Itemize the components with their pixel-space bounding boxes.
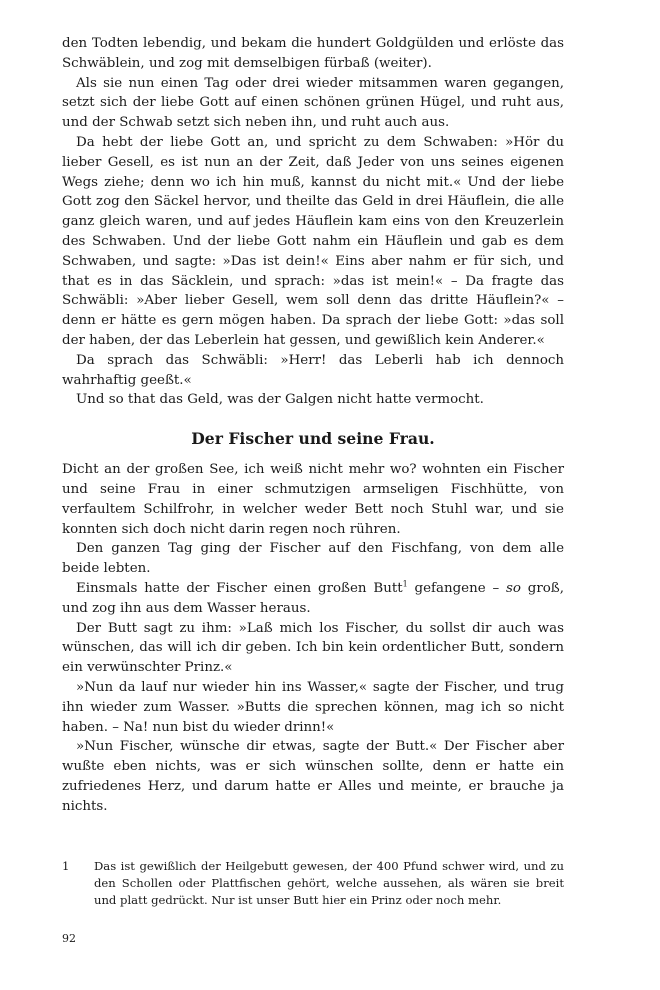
footnote [62, 858, 564, 909]
paragraph: Und so that das Geld, was der Galgen nicht hatte vermocht. [76, 392, 484, 408]
paragraph: Der Butt sagt zu ihm: »Laß mich los Fischer, du sollst dir auch was wünschen, das will ich dir geben. Ich bin kein ordentlicher Butt, sondern ein verwünschter Prinz.« [62, 620, 564, 676]
paragraph: Dicht an der großen See, ich weiß nicht mehr wo? wohnten ein Fischer und seine Frau in einer schmutzigen armseligen Fischhütte, von verfaultem Schilfrohr, in welcher weder Bett noch Stuhl war, und sie konnten sich doch nicht darin regen noch rühren. [62, 462, 564, 537]
paragraph-text: groß, und zog ihn aus dem Wasser heraus. [62, 580, 564, 616]
paragraph: »Nun da lauf nur wieder hin ins Wasser,« sagte der Fischer, und trug ihn wieder zum Wasser. »Butts die sprechen können, mag ich so nicht haben. – Na! nun bist du wieder drinn!« [62, 679, 564, 735]
footnote-text: Das ist gewißlich der Heilgebutt gewesen, der 400 Pfund schwer wird, und zu den Schollen oder Plattfischen gehört, welche aussehen, als wären sie breit und platt gedrückt. Nur ist unser Butt hier ein Prinz oder noch mehr. [94, 859, 564, 907]
paragraph [62, 579, 564, 619]
emphasis-text: so [505, 580, 521, 596]
footnote-marker: 1 [402, 579, 408, 589]
paragraph: Den ganzen Tag ging der Fischer auf den Fischfang, von dem alle beide lebten. [62, 541, 564, 577]
paragraph-text: gefangene – [407, 580, 506, 596]
page-body [62, 34, 564, 816]
chapter-title: Der Fischer und seine Frau. [191, 429, 435, 449]
paragraph: den Todten lebendig, und bekam die hundert Goldgülden und erlöste das Schwäblein, und zog mit demselbigen fürbaß (weiter). [62, 36, 564, 71]
paragraph: Da sprach das Schwäbli: »Herr! das Leberli hab ich dennoch wahrhaftig geeßt.« [62, 352, 564, 388]
paragraph: »Nun Fischer, wünsche dir etwas, sagte der Butt.« Der Fischer aber wußte eben nichts, was er sich wünschen sollte, denn er hatte ein zufriedenes Herz, und darum hatte er Alles und meinte, er brauche ja nichts. [62, 739, 564, 814]
paragraph: Da hebt der liebe Gott an, und spricht zu dem Schwaben: »Hör du lieber Gesell, es ist nun an der Zeit, daß Jeder von uns seines eigenen Wegs ziehe; denn wo ich hin muß, kannst du nicht mit.« Und der liebe Gott zog den Säckel hervor, und theilte das Geld in drei Häuflein, die alle ganz gleich waren, und auf jedes Häuflein kam eins von den Kreuzerlein des Schwaben. Und der liebe Gott nahm ein Häuflein und gab es dem Schwaben, und sagte: »Das ist dein!« Eins aber nahm er für sich, und that es in das Säcklein, und sprach: »das ist mein!« – Da fragte das Schwäbli: »Aber lieber Gesell, wem soll denn das dritte Häuflein?« – denn er hätte es gern mögen haben. Da sprach der liebe Gott: »das soll der haben, der das Leberlein hat gessen, und gewißlich kein Anderer.« [62, 134, 564, 348]
paragraph: Als sie nun einen Tag oder drei wieder mitsammen waren gegangen, setzt sich der liebe Gott auf einen schönen grünen Hügel, und ruht aus, und der Schwab setzt sich neben ihn, und ruht auch aus. [62, 75, 564, 131]
footnote-number: 1 [62, 859, 70, 873]
page-number: 92 [62, 932, 76, 945]
paragraph-text: Einsmals hatte der Fischer einen großen Butt [76, 580, 403, 596]
